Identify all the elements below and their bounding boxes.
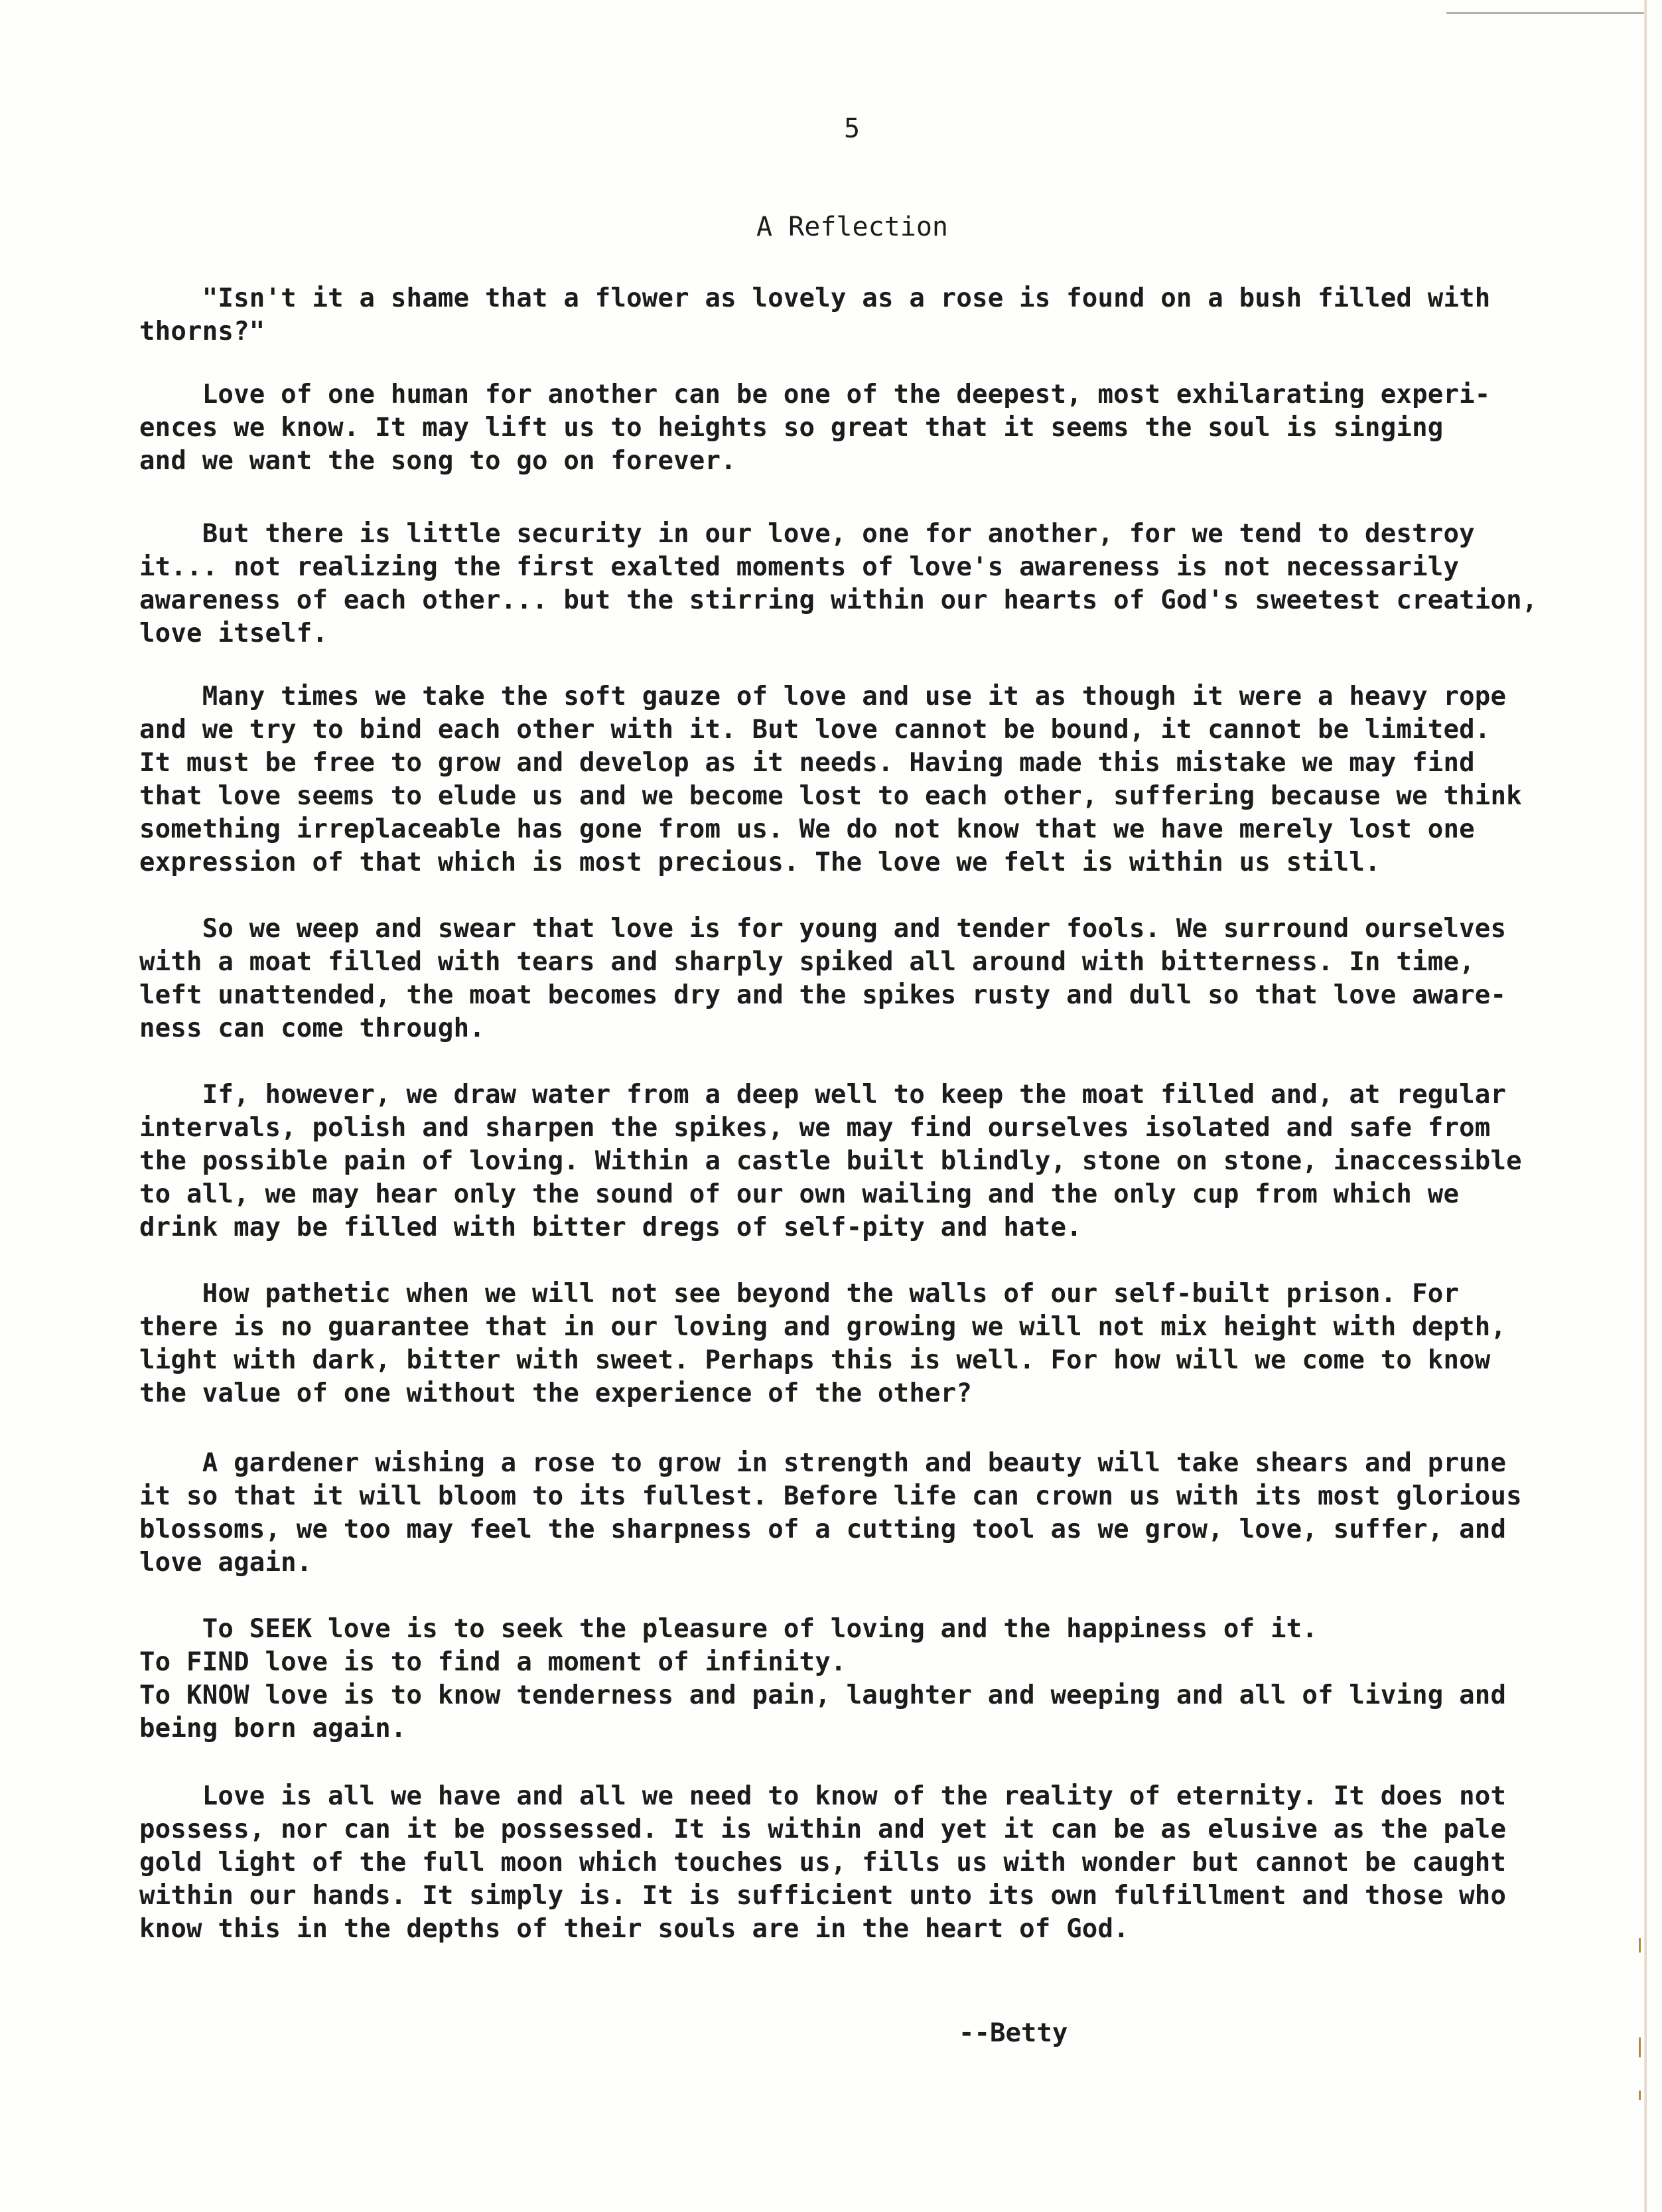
edge-mark — [1639, 1938, 1641, 1953]
text-line: ness can come through. — [139, 1013, 485, 1043]
edge-mark — [1639, 2091, 1641, 2100]
text-line: "Isn't it a shame that a flower as lovely as a rose is found on a bush filled with — [139, 283, 1491, 313]
text-line: It must be free to grow and develop as it needs. Having made this mistake we may find — [139, 748, 1475, 778]
text-line: something irreplaceable has gone from us. We do not know that we have merely lost one — [139, 814, 1475, 844]
text-line: left unattended, the moat becomes dry and the spikes rusty and dull so that love aware- — [139, 980, 1507, 1010]
text-line: with a moat filled with tears and sharply spiked all around with bitterness. In time, — [139, 947, 1475, 977]
paragraph — [139, 1447, 1566, 1580]
text-line: being born again. — [139, 1714, 407, 1743]
text-line: A gardener wishing a rose to grow in strength and beauty will take shears and prune — [139, 1448, 1507, 1478]
text-line: thorns?" — [139, 317, 265, 346]
page-number: 5 — [844, 113, 861, 144]
text-line: To SEEK love is to seek the pleasure of loving and the happiness of it. — [139, 1614, 1318, 1644]
text-line: ences we know. It may lift us to heights so great that it seems the soul is singing — [139, 413, 1444, 443]
text-line: and we want the song to go on forever. — [139, 446, 736, 476]
text-line: How pathetic when we will not see beyond the walls of our self-built prison. For — [139, 1279, 1460, 1309]
text-line: the value of one without the experience of the other? — [139, 1378, 973, 1408]
text-line: that love seems to elude us and we become lost to each other, suffering because we think — [139, 781, 1522, 811]
text-line: love itself. — [139, 619, 328, 648]
text-line: the possible pain of loving. Within a castle built blindly, stone on stone, inaccessible — [139, 1146, 1522, 1176]
text-line: possess, nor can it be possessed. It is within and yet it can be as elusive as the pale — [139, 1814, 1507, 1844]
text-line: blossoms, we too may feel the sharpness of a cutting tool as we grow, love, suffer, and — [139, 1514, 1507, 1544]
signature: --Betty — [959, 2018, 1068, 2048]
paragraph — [139, 680, 1566, 879]
text-line: within our hands. It simply is. It is sufficient unto its own fulfillment and those who — [139, 1881, 1507, 1911]
text-line: So we weep and swear that love is for young and tender fools. We surround ourselves — [139, 914, 1507, 944]
text-line: there is no guarantee that in our loving and growing we will not mix height with depth, — [139, 1312, 1507, 1342]
text-line: intervals, polish and sharpen the spikes, we may find ourselves isolated and safe from — [139, 1113, 1491, 1143]
text-line: expression of that which is most precious. The love we felt is within us still. — [139, 848, 1381, 877]
edge-mark — [1639, 2037, 1641, 2057]
text-line: it... not realizing the first exalted moments of love's awareness is not necessarily — [139, 552, 1460, 582]
paragraph — [139, 1078, 1566, 1244]
text-line: love again. — [139, 1548, 312, 1578]
paragraph — [139, 913, 1566, 1045]
paragraph — [139, 282, 1566, 348]
page-title: A Reflection — [756, 212, 948, 242]
paragraph — [139, 1278, 1566, 1410]
text-line: Many times we take the soft gauze of love and use it as though it were a heavy rope — [139, 682, 1507, 711]
text-line: know this in the depths of their souls are in the heart of God. — [139, 1914, 1129, 1944]
text-line: But there is little security in our love, one for another, for we tend to destroy — [139, 519, 1475, 549]
text-line: awareness of each other... but the stirring within our hearts of God's sweetest creation, — [139, 585, 1538, 615]
text-line: To KNOW love is to know tenderness and pain, laughter and weeping and all of living and — [139, 1680, 1507, 1710]
paragraph — [139, 1613, 1566, 1745]
text-line: Love is all we have and all we need to know of the reality of eternity. It does not — [139, 1781, 1507, 1811]
text-line: If, however, we draw water from a deep well to keep the moat filled and, at regular — [139, 1080, 1507, 1110]
page-edge-top — [1446, 12, 1645, 14]
text-line: it so that it will bloom to its fullest. Before life can crown us with its most glorious — [139, 1481, 1522, 1511]
text-line: to all, we may hear only the sound of our own wailing and the only cup from which we — [139, 1179, 1460, 1209]
text-line: light with dark, bitter with sweet. Perhaps this is well. For how will we come to know — [139, 1345, 1491, 1375]
text-line: gold light of the full moon which touches us, fills us with wonder but cannot be caught — [139, 1848, 1507, 1878]
paragraph — [139, 378, 1566, 478]
text-line: drink may be filled with bitter dregs of self-pity and hate. — [139, 1213, 1082, 1242]
paragraph — [139, 1780, 1566, 1946]
paragraph — [139, 518, 1566, 650]
text-line: Love of one human for another can be one of the deepest, most exhilarating experi- — [139, 380, 1491, 409]
page-edge-right — [1644, 0, 1647, 2212]
text-line: and we try to bind each other with it. But love cannot be bound, it cannot be limited. — [139, 715, 1491, 745]
text-line: To FIND love is to find a moment of infinity. — [139, 1647, 847, 1677]
